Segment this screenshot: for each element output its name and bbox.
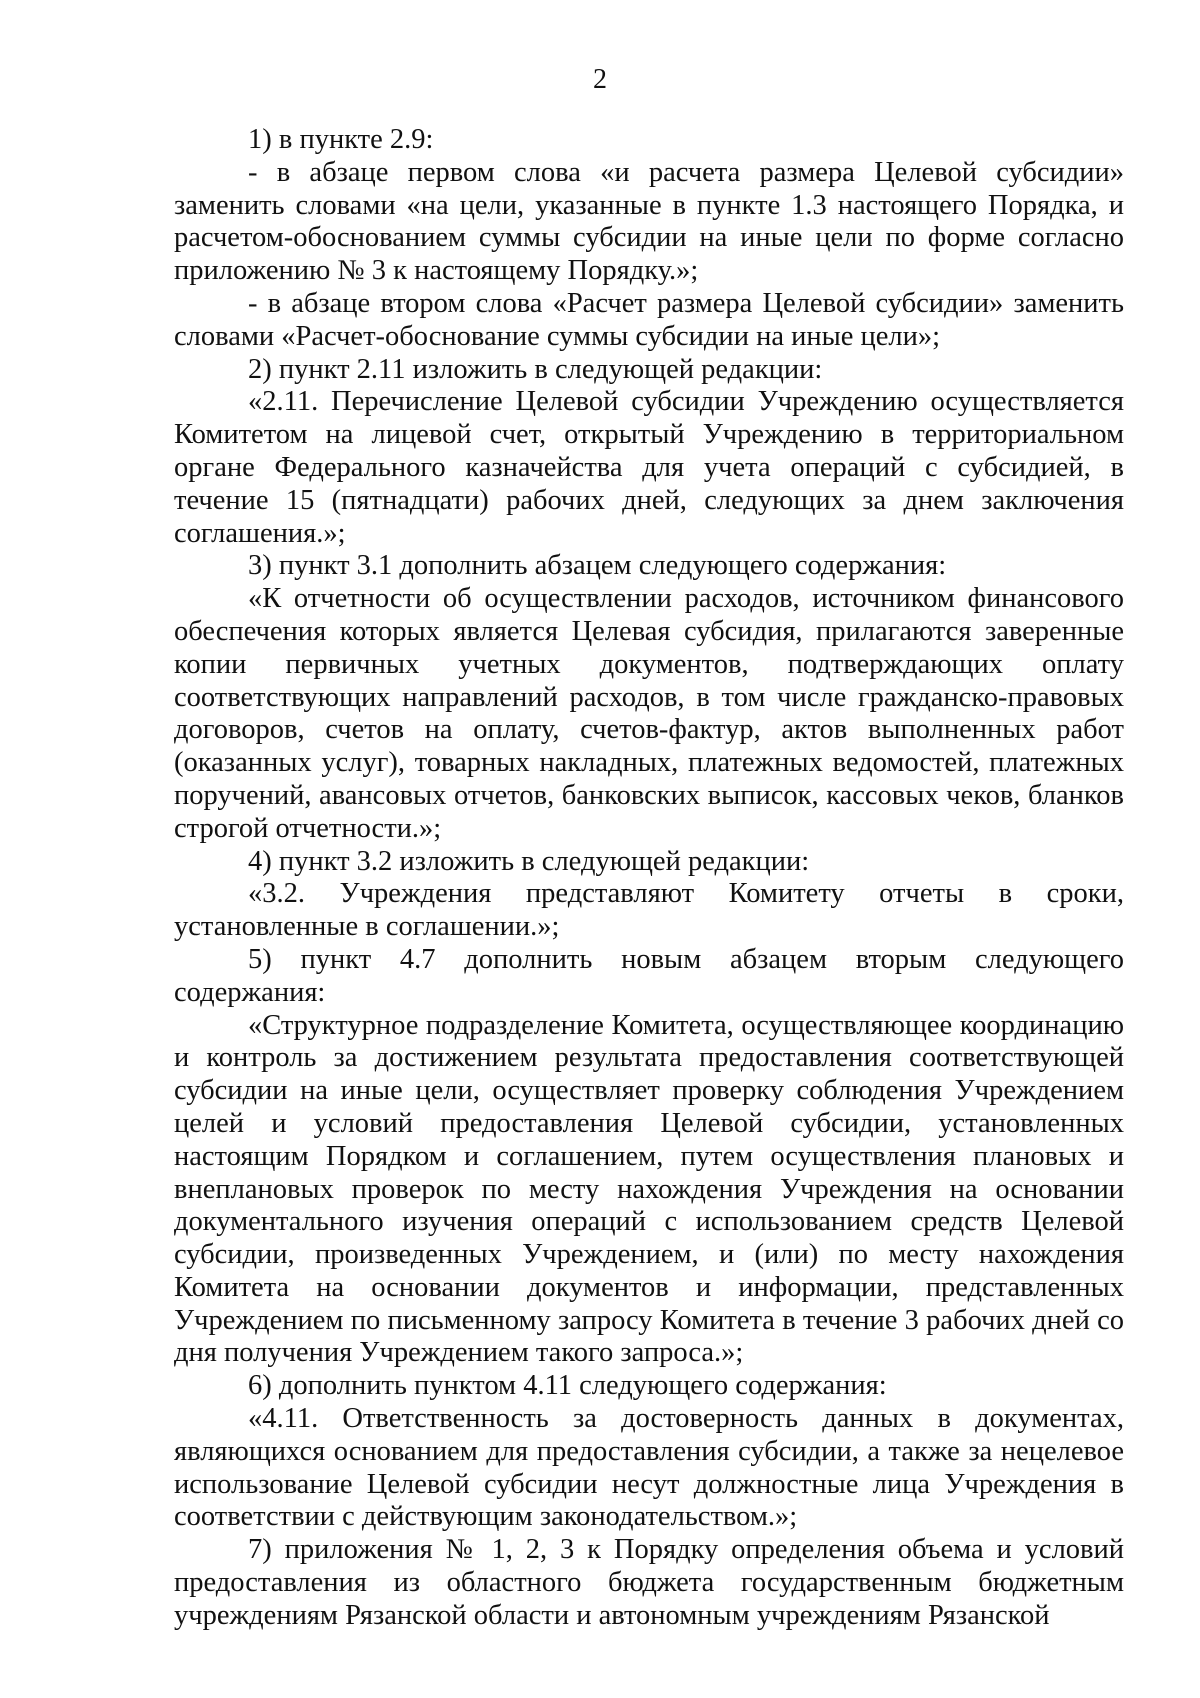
paragraph: 6) дополнить пунктом 4.11 следующего содержания: [248,1370,887,1402]
paragraph: 4) пункт 3.2 изложить в следующей редакции: [248,845,810,877]
paragraph: «2.11. Перечисление Целевой субсидии Учреждению осуществляется Комитетом на лицевой счет, открытый Учреждению в территориальном органе Федерального казначейства для учета операций с субсидией, в течение 15 (пятнадцати) рабочих дней, следующих за днем заключения соглашения.»; [174,386,1124,549]
paragraph: 3) пункт 3.1 дополнить абзацем следующего содержания: [248,550,947,582]
paragraph: - в абзаце втором слова «Расчет размера Целевой субсидии» заменить словами «Расчет-обоснование суммы субсидии на иные цели»; [174,287,1124,352]
paragraph: «Структурное подразделение Комитета, осуществляющее координацию и контроль за достижением результата предоставления соответствующей субсидии на иные цели, осуществляет проверку соблюдения Учреждением целей и условий предоставления Целевой субсидии, установленных настоящим Порядком и соглашением, путем осуществления плановых и внеплановых проверок по месту нахождения Учреждения на основании документального изучения операций с использованием средств Целевой субсидии, произведенных Учреждением, и (или) по месту нахождения Комитета на основании документов и информации, представленных Учреждением по письменному запросу Комитета в течение 3 рабочих дней со дня получения Учреждением такого запроса.»; [174,1009,1124,1369]
document-body [174,124,1124,1633]
paragraph: «4.11. Ответственность за достоверность данных в документах, являющихся основанием для предоставления субсидии, а также за нецелевое использование Целевой субсидии несут должностные лица Учреждения в соответствии с действующим законодательством.»; [174,1403,1124,1533]
paragraph: 2) пункт 2.11 изложить в следующей редакции: [248,353,823,385]
paragraph: «К отчетности об осуществлении расходов, источником финансового обеспечения которых является Целевая субсидия, прилагаются заверенные копии первичных учетных документов, подтверждающих оплату соответствующих направлений расходов, в том числе гражданско-правовых договоров, счетов на оплату, счетов-фактур, актов выполненных работ (оказанных услуг), товарных накладных, платежных ведомостей, платежных поручений, авансовых отчетов, банковских выписок, кассовых чеков, бланков строгой отчетности.»; [174,583,1124,844]
page-number: 2 [593,64,607,95]
paragraph: 5) пункт 4.7 дополнить новым абзацем вторым следующего содержания: [174,943,1124,1008]
paragraph: 1) в пункте 2.9: [248,124,434,155]
paragraph: «3.2. Учреждения представляют Комитету отчеты в сроки, установленные в соглашении.»; [174,878,1124,943]
paragraph: - в абзаце первом слова «и расчета размера Целевой субсидии» заменить словами «на цели, указанные в пункте 1.3 настоящего Порядка, и расчетом-обоснованием суммы субсидии на иные цели по форме согласно приложению № 3 к настоящему Порядку.»; [174,156,1124,287]
paragraph: 7) приложения № 1, 2, 3 к Порядку определения объема и условий предоставления из областного бюджета государственным бюджетным учреждениям Рязанской области и автономным учреждениям Рязанской [174,1534,1124,1631]
